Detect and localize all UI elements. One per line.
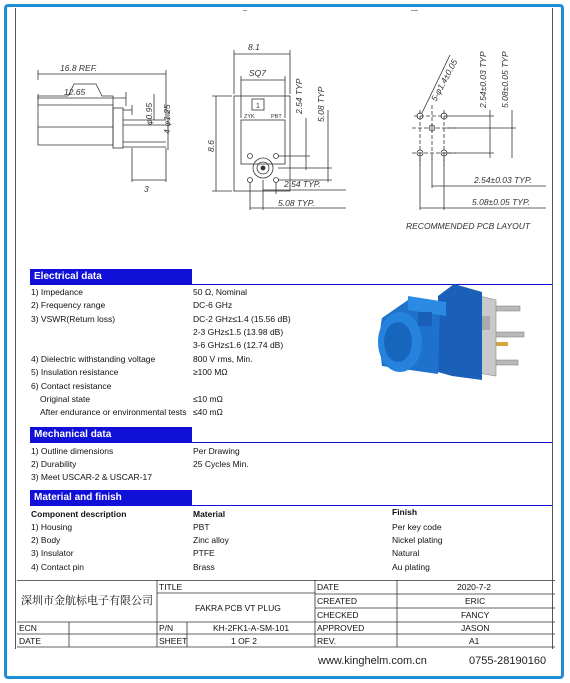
housing-finish: Per key code <box>392 522 442 532</box>
connector-image <box>368 276 528 396</box>
front-view <box>212 50 346 210</box>
contact-pin-component: 4) Contact pin <box>31 562 84 572</box>
side-view <box>38 70 168 182</box>
material-col-header: Material <box>193 509 226 519</box>
contact-resistance-label: 6) Contact resistance <box>31 381 112 391</box>
body-material: Zinc alloy <box>193 535 229 545</box>
insulator-finish: Natural <box>392 548 420 558</box>
durability-label: 2) Durability <box>31 459 77 469</box>
dim-8-6: 8.6 <box>206 140 216 152</box>
dielectric-value: 800 V rms, Min. <box>193 354 253 364</box>
after-tests-value: ≤40 mΩ <box>193 407 223 417</box>
sheet-label: SHEET <box>159 636 188 646</box>
frequency-label: 2) Frequency range <box>31 300 106 310</box>
dim-5-08-typ-bottom: 5.08 TYP. <box>278 198 315 208</box>
front-zyk-mark: ZYK <box>244 114 255 120</box>
approved-label: APPROVED <box>317 623 365 633</box>
insulator-component: 3) Insulator <box>31 548 74 558</box>
created-label: CREATED <box>317 596 357 606</box>
pcb-caption: RECOMMENDED PCB LAYOUT <box>406 221 531 231</box>
after-tests-label: After endurance or environmental tests <box>40 407 187 417</box>
pcb-254-typ-v: 2.54±0.03 TYP <box>478 51 488 108</box>
frequency-value: DC-6 GHz <box>193 300 233 310</box>
pcb-5-phi: 5-φ1.4±0.05 <box>428 57 460 103</box>
outline-label: 1) Outline dimensions <box>31 446 114 456</box>
front-pbt-mark: PBT <box>271 114 282 120</box>
insulation-label: 5) Insulation resistance <box>31 367 119 377</box>
title-label: TITLE <box>159 582 183 592</box>
sheet-value: 1 OF 2 <box>231 636 257 646</box>
dielectric-label: 4) Dielectric withstanding voltage <box>31 354 156 364</box>
dim-16-8-ref: 16.8 REF. <box>60 63 98 73</box>
insulation-value: ≥100 MΩ <box>193 367 228 377</box>
dim-4-phi-1-25: 4-φ1.25 <box>162 104 172 134</box>
contact-pin-material: Brass <box>193 562 215 572</box>
dim-2-54-typ: 2.54 TYP <box>294 78 304 114</box>
material-divider <box>30 505 552 506</box>
vswr-value-3: 3-6 GHz≤1.6 (12.74 dB) <box>193 340 284 350</box>
dim-12-65: 12.65 <box>64 87 86 97</box>
rev-label: REV. <box>317 636 337 646</box>
date-value: 2020-7-2 <box>457 582 492 592</box>
checked-label: CHECKED <box>317 610 359 620</box>
pcb-254-typ-h: 2.54±0.03 TYP. <box>474 175 532 185</box>
outline-value: Per Drawing <box>193 446 240 456</box>
original-state-value: ≤10 mΩ <box>193 394 223 404</box>
mechanical-data-header: Mechanical data <box>30 427 192 443</box>
impedance-label: 1) Impedance <box>31 287 83 297</box>
housing-component: 1) Housing <box>31 522 73 532</box>
pn-label: P/N <box>159 623 174 633</box>
technical-drawing <box>16 10 556 250</box>
rev-value: A1 <box>469 636 480 646</box>
checked-value: FANCY <box>461 610 490 620</box>
impedance-value: 50 Ω, Nominal <box>193 287 248 297</box>
vswr-value-2: 2-3 GHz≤1.5 (13.98 dB) <box>193 327 284 337</box>
original-state-label: Original state <box>40 394 91 404</box>
company-name: 深圳市金航标电子有限公司 <box>21 595 153 607</box>
title-value: FAKRA PCB VT PLUG <box>195 603 281 613</box>
front-key-number: 1 <box>256 103 260 110</box>
vswr-label: 3) VSWR(Return loss) <box>31 314 116 324</box>
title-block <box>17 580 555 648</box>
dim-phi-0-95: φ0.95 <box>144 102 154 125</box>
uscar-label: 3) Meet USCAR-2 & USCAR-17 <box>31 472 152 482</box>
material-finish-header: Material and finish <box>30 490 192 506</box>
dim-8-1: 8.1 <box>248 42 260 52</box>
housing-material: PBT <box>193 522 210 532</box>
ecn-label: ECN <box>19 623 37 633</box>
dim-2-54-typ-bottom: 2.54 TYP. <box>284 179 321 189</box>
vswr-value-1: DC-2 GHz≤1.4 (15.56 dB) <box>193 314 291 324</box>
approved-value: JASON <box>461 623 490 633</box>
electrical-data-header: Electrical data <box>30 269 192 285</box>
mechanical-divider <box>30 442 552 443</box>
dim-3: 3 <box>144 184 149 194</box>
website-link[interactable]: www.kinghelm.com.cn <box>318 655 427 667</box>
contact-pin-finish: Au plating <box>392 562 430 572</box>
date-label: DATE <box>317 582 340 592</box>
pcb-508-typ-v: 5.08±0.05 TYP <box>500 51 510 108</box>
finish-col-header: Finish <box>392 507 418 517</box>
component-col-header: Component description <box>31 509 127 519</box>
dim-sq-7: SQ7 <box>249 68 267 78</box>
insulator-material: PTFE <box>193 548 215 558</box>
created-value: ERIC <box>465 596 486 606</box>
phone-number: 0755-28190160 <box>469 655 547 667</box>
body-finish: Nickel plating <box>392 535 443 545</box>
dim-5-08-typ: 5.08 TYP <box>316 86 326 122</box>
date2-label: DATE <box>19 636 42 646</box>
body-component: 2) Body <box>31 535 61 545</box>
durability-value: 25 Cycles Min. <box>193 459 249 469</box>
pn-value: KH-2FK1-A-SM-101 <box>213 623 290 633</box>
pcb-508-typ-h: 5.08±0.05 TYP. <box>472 197 530 207</box>
